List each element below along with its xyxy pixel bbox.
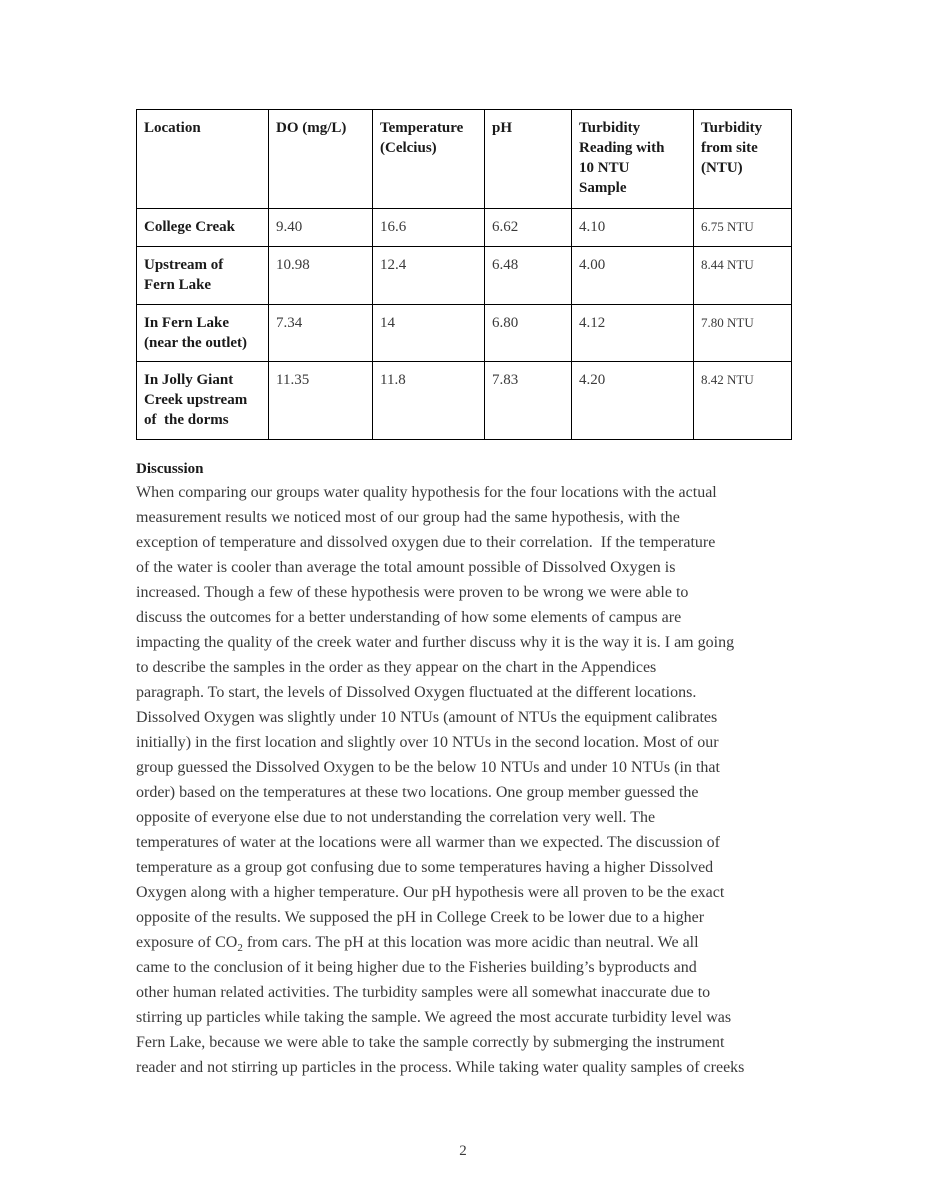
paragraph-line: stirring up particles while taking the sample. We agreed the most accurate turbidity level was <box>136 1009 732 1026</box>
co2-text: exposure of CO <box>136 934 238 951</box>
do-cell: 10.98 <box>269 247 373 305</box>
temperature-cell: 16.6 <box>373 209 485 247</box>
table-header-row <box>137 110 792 209</box>
turbidity-reading-cell: 4.00 <box>572 247 694 305</box>
paragraph-line: opposite of everyone else due to not understanding the correlation very well. The <box>136 809 656 826</box>
discussion-heading: Discussion <box>136 461 204 477</box>
temperature-cell: 11.8 <box>373 362 485 440</box>
location-cell: In Fern Lake (near the outlet) <box>137 305 269 362</box>
page-number: 2 <box>459 1143 467 1159</box>
temperature-cell: 12.4 <box>373 247 485 305</box>
location-cell: College Creak <box>137 209 269 247</box>
header-turbidity-site: Turbidity from site (NTU) <box>694 110 792 209</box>
paragraph-line: other human related activities. The turbidity samples were all somewhat inaccurate due to <box>136 984 711 1001</box>
location-cell: Upstream of Fern Lake <box>137 247 269 305</box>
paragraph-line: Oxygen along with a higher temperature. Our pH hypothesis were all proven to be the exact <box>136 884 725 901</box>
discussion-body <box>136 480 792 1080</box>
paragraph-line: to describe the samples in the order as they appear on the chart in the Appendices <box>136 659 657 676</box>
turbidity-site-cell: 8.44 NTU <box>694 247 792 305</box>
paragraph-line-co2 <box>136 930 792 955</box>
paragraph-line: initially) in the first location and slightly over 10 NTUs in the second location. Most of our <box>136 734 719 751</box>
table-row <box>137 247 792 305</box>
ph-cell: 6.62 <box>485 209 572 247</box>
paragraph-line: Fern Lake, because we were able to take the sample correctly by submerging the instrument <box>136 1034 725 1051</box>
location-cell: In Jolly Giant Creek upstream of the dorms <box>137 362 269 440</box>
do-cell: 11.35 <box>269 362 373 440</box>
co2-continuation: from cars. The pH at this location was more acidic than neutral. We all <box>242 934 699 951</box>
paragraph-line: When comparing our groups water quality hypothesis for the four locations with the actual <box>136 484 717 501</box>
co2-subscript: 2 <box>237 942 243 955</box>
ph-cell: 6.48 <box>485 247 572 305</box>
turbidity-reading-cell: 4.10 <box>572 209 694 247</box>
header-ph: pH <box>485 110 572 209</box>
turbidity-site-cell: 7.80 NTU <box>694 305 792 362</box>
do-cell: 7.34 <box>269 305 373 362</box>
paragraph-line: opposite of the results. We supposed the pH in College Creek to be lower due to a higher <box>136 909 705 926</box>
paragraph-line: measurement results we noticed most of our group had the same hypothesis, with the <box>136 509 680 526</box>
paragraph-line: of the water is cooler than average the total amount possible of Dissolved Oxygen is <box>136 559 676 576</box>
turbidity-site-cell: 8.42 NTU <box>694 362 792 440</box>
ph-cell: 6.80 <box>485 305 572 362</box>
table-row <box>137 209 792 247</box>
ph-cell: 7.83 <box>485 362 572 440</box>
header-temperature: Temperature (Celcius) <box>373 110 485 209</box>
turbidity-reading-cell: 4.12 <box>572 305 694 362</box>
paragraph-line: came to the conclusion of it being higher due to the Fisheries building’s byproducts and <box>136 959 697 976</box>
turbidity-reading-cell: 4.20 <box>572 362 694 440</box>
table-row <box>137 362 792 440</box>
header-location: Location <box>137 110 269 209</box>
temperature-cell: 14 <box>373 305 485 362</box>
paragraph-line: discuss the outcomes for a better understanding of how some elements of campus are <box>136 609 682 626</box>
paragraph-line: paragraph. To start, the levels of Dissolved Oxygen fluctuated at the different locations. <box>136 684 697 701</box>
paragraph-line: temperature as a group got confusing due to some temperatures having a higher Dissolved <box>136 859 714 876</box>
paragraph-line: increased. Though a few of these hypothesis were proven to be wrong we were able to <box>136 584 689 601</box>
header-turbidity-reading: Turbidity Reading with 10 NTU Sample <box>572 110 694 209</box>
do-cell: 9.40 <box>269 209 373 247</box>
paragraph-line: order) based on the temperatures at these two locations. One group member guessed the <box>136 784 699 801</box>
paragraph-line: group guessed the Dissolved Oxygen to be the below 10 NTUs and under 10 NTUs (in that <box>136 759 720 776</box>
paragraph-line: reader and not stirring up particles in the process. While taking water quality samples of creeks <box>136 1059 745 1076</box>
paragraph-line: exception of temperature and dissolved oxygen due to their correlation. If the temperature <box>136 534 716 551</box>
table-row <box>137 305 792 362</box>
paragraph-line: temperatures of water at the locations were all warmer than we expected. The discussion of <box>136 834 720 851</box>
paragraph-line: Dissolved Oxygen was slightly under 10 NTUs (amount of NTUs the equipment calibrates <box>136 709 718 726</box>
turbidity-site-cell: 6.75 NTU <box>694 209 792 247</box>
paragraph-line: impacting the quality of the creek water and further discuss why it is the way it is. I am going <box>136 634 735 651</box>
water-quality-table <box>136 109 792 440</box>
header-do: DO (mg/L) <box>269 110 373 209</box>
